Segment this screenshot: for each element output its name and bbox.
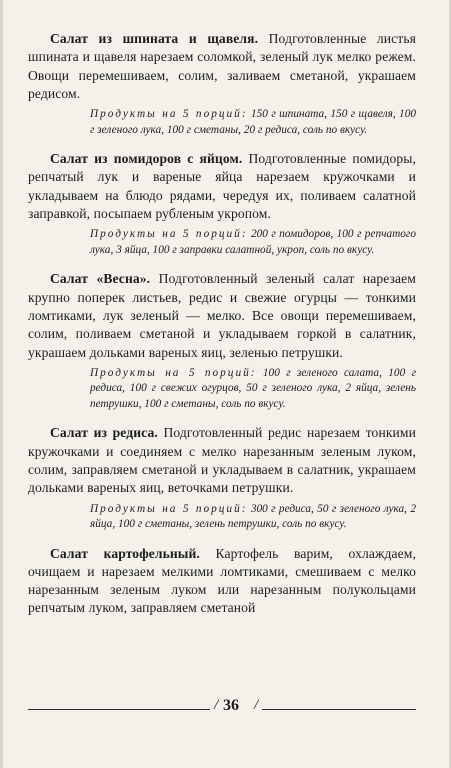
recipe-tomato-egg — [28, 150, 416, 258]
page-number: 36 — [223, 697, 239, 714]
ingredients-label: Продукты на 5 порций: — [90, 108, 248, 121]
recipe-title: Салат из шпината и щавеля. — [50, 31, 259, 46]
footer-rule-left — [28, 709, 210, 710]
ingredients-list: 200 г помидоров, 100 г репчатого лука, 3 яйца, 100 г заправки салатной, укроп, соль по вкусу. — [90, 228, 416, 256]
recipe-potato — [28, 545, 416, 618]
recipe-text: Картофель варим, охлаждаем, очищаем и нарезаем мелкими ломтиками, смешиваем с мелко нарезанным зеленым луком или нарезанным полукольцами репчатым луком, заправляем сметаной — [28, 545, 416, 616]
recipe-title: Салат из редиса. — [50, 425, 158, 441]
ingredients-label: Продукты на 5 порций: — [90, 228, 248, 241]
ingredients-list: 300 г редиса, 50 г зеленого лука, 2 яйца, 100 г сметаны, зелень петрушки, соль по вкусу. — [90, 502, 416, 531]
recipe-vesna — [28, 270, 416, 412]
recipe-radish — [28, 424, 416, 532]
recipe-title: Салат «Весна». — [50, 271, 151, 287]
recipe-text: Подготовленные листья шпината и щавеля нарезаем соломкой, зеленый лук мелко режем. Овощи перемешиваем, солим, заливаем сметаной, украшаем редисом. — [28, 31, 416, 101]
footer-slash-left-icon: / — [214, 697, 219, 713]
recipe-text: Подготовленный зеленый салат нарезаем крупно поперек листьев, редис и свежие огурцы — тонкими ломтиками, лук зеленый — мелко. Все овощи перемешиваем, солим, поливаем сметаной и укладываем горкой в салатник, украшаем дольками вареных яиц, зеленью петрушки. — [28, 271, 416, 360]
footer-slash-right-icon: / — [254, 697, 259, 713]
page-edge-left — [0, 0, 3, 768]
ingredients-label: Продукты на 5 порций: — [90, 502, 248, 515]
footer-rule-right — [262, 709, 416, 710]
ingredients-list: 100 г зеленого салата, 100 г редиса, 100 г свежих огурцов, 50 г зеленого лука, 2 яйца, зелень петрушки, 100 г сметаны, соль по вкусу. — [90, 366, 416, 410]
recipe-text: Подготовленный редис нарезаем тонкими кружочками и соединяем с мелко нарезанным зеленым луком, солим, заправляем сметаной и укладываем в салатник, украшаем дольками вареных яиц, веточками петрушки. — [28, 425, 416, 496]
recipe-spinach-sorrel — [28, 30, 416, 138]
recipe-title: Салат из помидоров с яйцом. — [50, 151, 243, 167]
recipe-text: Подготовленные помидоры, репчатый лук и вареные яйца нарезаем кружочками и укладываем на блюдо рядами, чередуя их, поливаем салатной заправкой, посыпаем рубленым укропом. — [28, 151, 416, 222]
page-content — [28, 30, 416, 630]
ingredients-list: 150 г шпината, 150 г щавеля, 100 г зеленого лука, 100 г сметаны, 20 г редиса, соль по вкусу. — [90, 108, 416, 136]
ingredients-label: Продукты на 5 порций: — [90, 366, 257, 379]
page-footer — [28, 697, 416, 721]
recipe-title: Салат картофельный. — [50, 545, 200, 561]
